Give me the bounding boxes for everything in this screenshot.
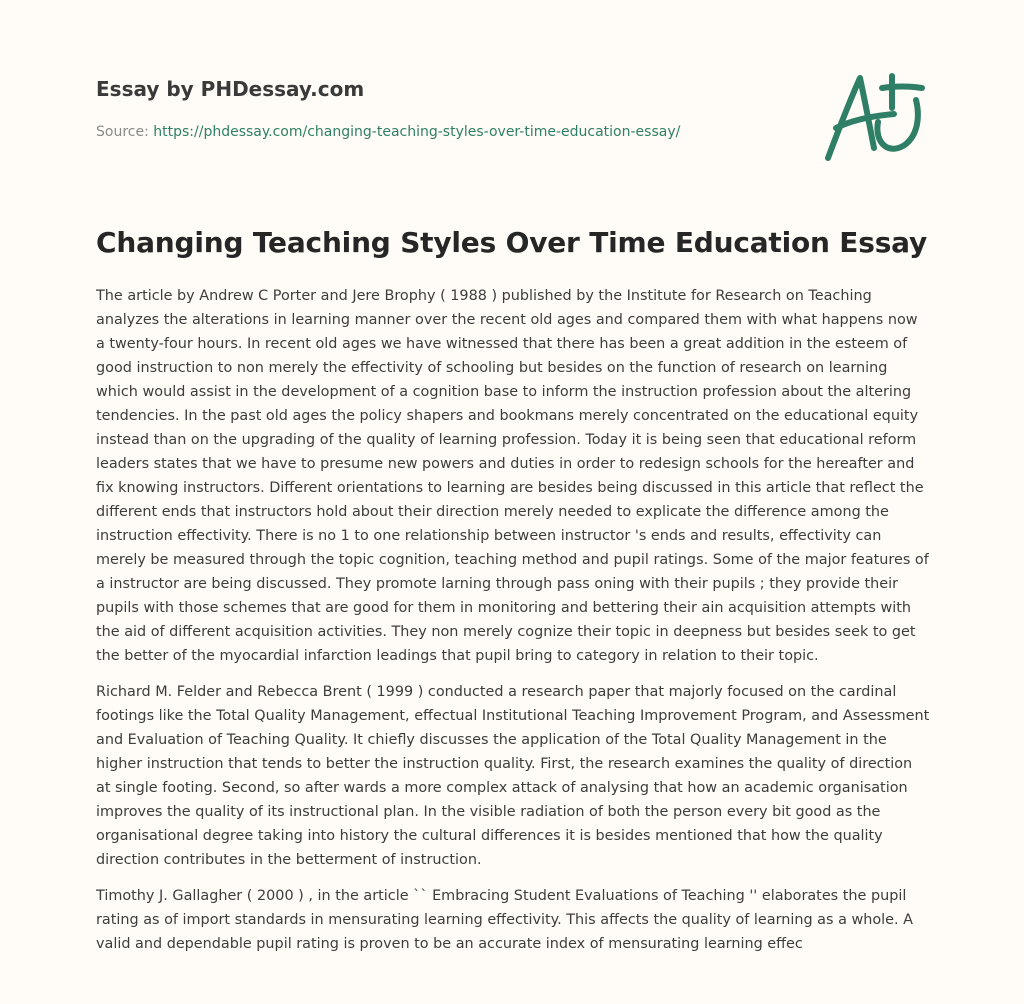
a-plus-logo-icon bbox=[820, 64, 932, 168]
essay-paragraph: Richard M. Felder and Rebecca Brent ( 1999 ) conducted a research paper that majorly focused on the cardinal footings like the Total Quality Management, effectual Institutional Teaching Improvement Program, and Assessment and Evaluation of Teaching Quality. It chiefly discusses the application of the Total Quality Management in the higher instruction that tends to better the instruction quality. First, the research examines the quality of direction at single footing. Second, so after wards a more complex attack of analysing that how an academic organisation improves the quality of its instructional plan. In the visible radiation of both the person every bit good as the organisational degree taking into history the cultural differences it is besides mentioned that how the quality direction contributes in the betterment of instruction. bbox=[96, 684, 930, 868]
source-link[interactable]: https://phdessay.com/changing-teaching-styles-over-time-education-essay/ bbox=[153, 124, 681, 140]
source-line bbox=[96, 124, 680, 140]
essay-title: Changing Teaching Styles Over Time Education Essay bbox=[96, 226, 928, 259]
essay-paragraph: Timothy J. Gallagher ( 2000 ) , in the article `` Embracing Student Evaluations of Teaching '' elaborates the pupil rating as of import standards in mensurating learning effectivity. This affects the quality of learning as a whole. A valid and dependable pupil rating is proven to be an accurate index of mensurating learning effec bbox=[96, 888, 914, 952]
source-label: Source: bbox=[96, 124, 154, 140]
essay-paragraph: The article by Andrew C Porter and Jere Brophy ( 1988 ) published by the Institute for Research on Teaching analyzes the alterations in learning manner over the recent old ages and compared them with what happens now a twenty-four hours. In recent old ages we have witnessed that there has been a great addition in the esteem of good instruction to non merely the effectivity of schooling but besides on the function of research on learning which would assist in the development of a cognition base to inform the instruction profession about the altering tendencies. In the past old ages the policy shapers and bookmans merely concentrated on the educational equity instead than on the upgrading of the quality of learning profession. Today it is being seen that educational reform leaders states that we have to presume new powers and duties in order to redesign schools for the hereafter and fix knowing instructors. Different orientations to learning are besides being discussed in this article that reflect the different ends that instructors hold about their direction merely needed to explicate the difference among the instruction effectivity. There is no 1 to one relationship between instructor 's ends and results, effectivity can merely be measured through the topic cognition, teaching method and pupil ratings. Some of the major features of a instructor are being discussed. They promote larning through pass oning with their pupils ; they provide their pupils with those schemes that are good for them in monitoring and bettering their ain acquisition attempts with the aid of different acquisition activities. They non merely cognize their topic in deepness but besides seek to get the better of the myocardial infarction leadings that pupil bring to category in relation to their topic. bbox=[96, 288, 929, 664]
essay-body bbox=[96, 284, 930, 968]
site-brand: Essay by PHDessay.com bbox=[96, 77, 365, 101]
